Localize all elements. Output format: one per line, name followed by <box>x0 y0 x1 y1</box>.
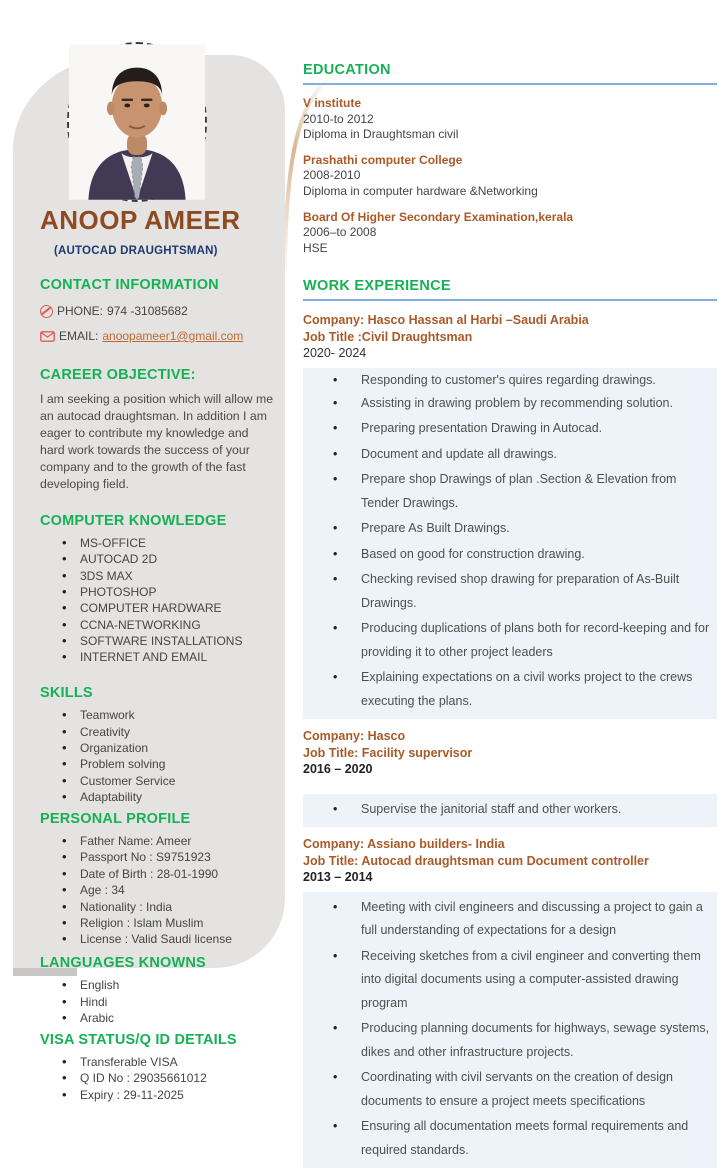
job-duties-list <box>303 794 717 828</box>
list-item: • CCNA-NETWORKING <box>40 618 273 633</box>
duty-item: • Prepare As Built Drawings. <box>303 517 717 541</box>
duty-item: • Checking revised shop drawing for preparation of As-Built Drawings. <box>303 568 717 615</box>
list-item: • Hindi <box>40 995 273 1010</box>
phone-label: PHONE: <box>57 304 104 318</box>
languages-list <box>40 978 273 1026</box>
objective-heading: CAREER OBJECTIVE: <box>40 367 196 383</box>
duty-item: • Responding to customer's quires regarding drawings. <box>303 372 717 389</box>
school-years: 2006–to 2008 <box>303 225 377 240</box>
duty-item: • Prepare shop Drawings of plan .Section & Elevation from Tender Drawings. <box>303 468 717 515</box>
list-item: • PHOTOSHOP <box>40 585 273 600</box>
email-row <box>40 329 273 343</box>
phone-row <box>40 304 273 318</box>
skills-list <box>40 708 273 805</box>
skills-heading: SKILLS <box>40 685 93 702</box>
visa-heading: VISA STATUS/Q ID DETAILS <box>40 1031 237 1048</box>
phone-value: 974 -31085682 <box>107 304 188 318</box>
job-company: Company: Hasco Hassan al Harbi –Saudi Arabia <box>303 313 589 328</box>
degree: Diploma in computer hardware &Networking <box>303 183 538 198</box>
personal-profile-list <box>40 834 273 947</box>
duty-item: • Producing duplications of plans both for record-keeping and for providing it to other project leaders <box>303 617 717 664</box>
list-item: • SOFTWARE INSTALLATIONS <box>40 634 273 649</box>
list-item: • Q ID No : 29035661012 <box>40 1071 273 1086</box>
list-item: • Father Name: Ameer <box>40 834 273 849</box>
list-item: • Organization <box>40 741 273 756</box>
list-item: • Expiry : 29-11-2025 <box>40 1088 273 1103</box>
email-link[interactable]: anoopameer1@gmail.com <box>102 329 244 343</box>
work-experience-section <box>303 278 717 1168</box>
job-title: Job Title: Facility supervisor <box>303 745 473 760</box>
profile-photo <box>67 42 207 202</box>
main-column <box>303 62 717 1168</box>
computer-knowledge-heading: COMPUTER KNOWLEDGE <box>40 512 227 529</box>
job-period: 2020- 2024 <box>303 346 367 361</box>
languages-heading: LANGUAGES KNOWNS <box>40 955 206 972</box>
duty-item: • Document and update all drawings. <box>303 443 717 467</box>
list-item: • Date of Birth : 28-01-1990 <box>40 867 273 882</box>
phone-icon <box>40 305 53 318</box>
job-company: Company: Hasco <box>303 729 406 744</box>
education-item <box>303 210 717 257</box>
list-item: • Teamwork <box>40 708 273 723</box>
education-list <box>303 96 717 256</box>
job-title: Job Title :Civil Draughtsman <box>303 329 473 344</box>
job-entry <box>303 312 717 719</box>
work-experience-heading: WORK EXPERIENCE <box>303 278 717 301</box>
list-item: • MS-OFFICE <box>40 536 273 551</box>
list-item: • 3DS MAX <box>40 569 273 584</box>
list-item: • INTERNET AND EMAIL <box>40 650 273 665</box>
list-item: • Age : 34 <box>40 883 273 898</box>
list-item: • License : Valid Saudi license <box>40 932 273 947</box>
list-item: • Customer Service <box>40 774 273 789</box>
job-title: Job Title: Autocad draughtsman cum Document controller <box>303 853 649 868</box>
candidate-role: (AUTOCAD DRAUGHTSMAN) <box>54 245 218 257</box>
degree: HSE <box>303 240 328 255</box>
education-item <box>303 96 717 143</box>
duty-item: • Receiving sketches from a civil engineer and converting them into digital documents using a computer-assisted drawing program <box>303 945 717 1016</box>
duty-item: • Meeting with civil engineers and discussing a project to gain a full understanding of expectations for a design <box>303 896 717 943</box>
job-period: 2013 – 2014 <box>303 870 373 885</box>
duty-item: • Coordinating with civil servants on the creation of design documents to ensure a project meets specifications <box>303 1066 717 1113</box>
list-item: • Creativity <box>40 725 273 740</box>
visa-list <box>40 1055 273 1103</box>
job-duties-list <box>303 368 717 719</box>
duty-item: • Producing planning documents for highways, sewage systems, dikes and other infrastructure projects. <box>303 1017 717 1064</box>
education-heading: EDUCATION <box>303 62 717 85</box>
job-period: 2016 – 2020 <box>303 762 373 777</box>
education-item <box>303 153 717 200</box>
job-duties-list <box>303 892 717 1168</box>
objective-text: I am seeking a position which will allow me an autocad draughtsman. In addition I am eager to contribute my knowledge and hard work towards the success of your company and to the growth of the fast developing field. <box>40 392 274 491</box>
job-entry <box>303 836 717 1168</box>
list-item: • Transferable VISA <box>40 1055 273 1070</box>
duty-item: • Explaining expectations on a civil works project to the crews executing the plans. <box>303 666 717 713</box>
duty-item: • Supervise the janitorial staff and other workers. <box>303 798 717 822</box>
school-name: Prashathi computer College <box>303 152 463 167</box>
duty-item: • Ensuring all documentation meets formal requirements and required standards. <box>303 1115 717 1162</box>
contact-heading: CONTACT INFORMATION <box>40 277 219 293</box>
list-item: • COMPUTER HARDWARE <box>40 601 273 616</box>
school-years: 2010-to 2012 <box>303 111 374 126</box>
list-item: • Arabic <box>40 1011 273 1026</box>
envelope-icon <box>40 331 55 342</box>
email-label: EMAIL: <box>59 329 99 343</box>
school-years: 2008-2010 <box>303 168 361 183</box>
personal-profile-heading: PERSONAL PROFILE <box>40 811 191 828</box>
degree: Diploma in Draughtsman civil <box>303 127 459 142</box>
job-entry <box>303 728 717 827</box>
list-item: • AUTOCAD 2D <box>40 552 273 567</box>
list-item: • Religion : Islam Muslim <box>40 916 273 931</box>
duty-item: • Preparing presentation Drawing in Autocad. <box>303 417 717 441</box>
list-item: • Nationality : India <box>40 900 273 915</box>
job-company: Company: Assiano builders- India <box>303 837 505 852</box>
school-name: V institute <box>303 96 362 110</box>
list-item: • English <box>40 978 273 993</box>
list-item: • Passport No : S9751923 <box>40 850 273 865</box>
candidate-name: ANOOP AMEER <box>40 205 241 235</box>
school-name: Board Of Higher Secondary Examination,kerala <box>303 209 574 224</box>
list-item: • Problem solving <box>40 757 273 772</box>
computer-knowledge-list <box>40 536 273 666</box>
profile-photo-illustration <box>69 44 205 200</box>
duty-item: • Assisting in drawing problem by recommending solution. <box>303 392 717 416</box>
duty-item: • Based on good for construction drawing. <box>303 543 717 567</box>
list-item: • Adaptability <box>40 790 273 805</box>
